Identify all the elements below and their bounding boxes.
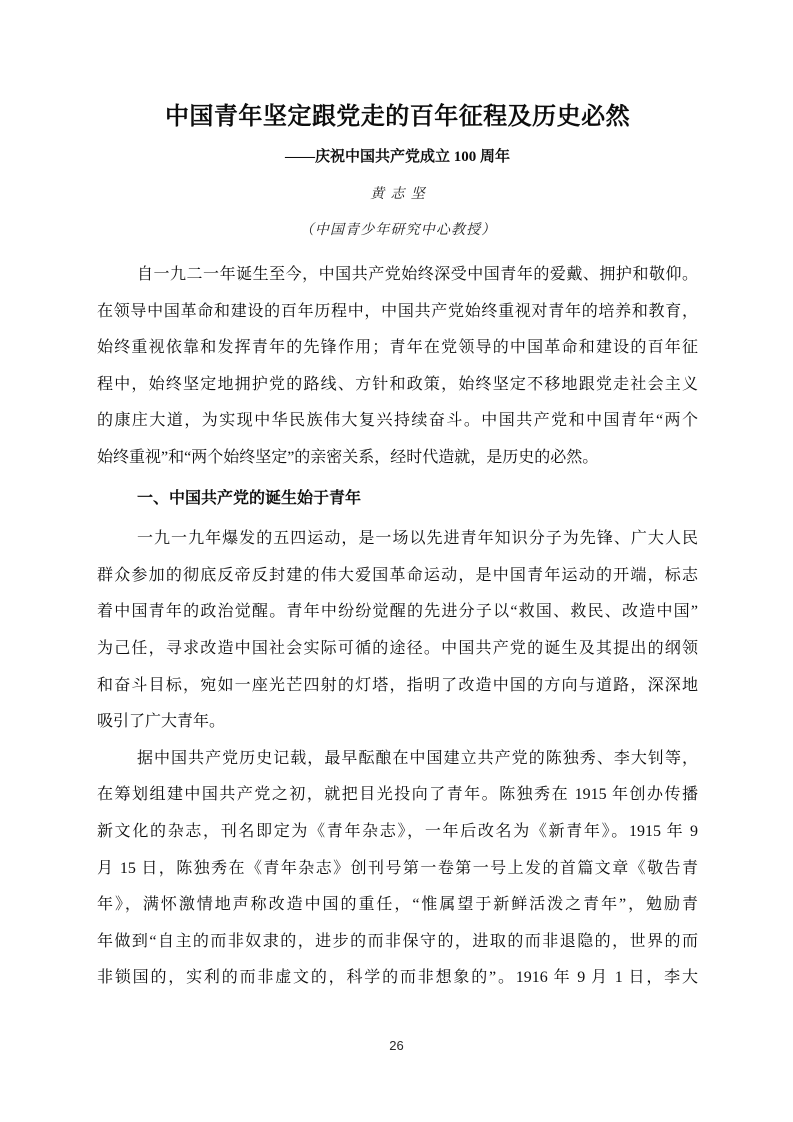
text-line: 年做到“自主的而非奴隶的，进步的而非保守的，进取的而非退隐的，世界的而 — [97, 932, 698, 950]
text-line: 着中国青年的政治觉醒。青年中纷纷觉醒的先进分子以“救国、救民、改造中国” — [97, 603, 698, 621]
text-line: 的康庄大道，为实现中华民族伟大复兴持续奋斗。中国共产党和中国青年“两个 — [97, 412, 698, 430]
text-line: 一九一九年爆发的五四运动，是一场以先进青年知识分子为先锋、广大人民 — [137, 530, 698, 548]
text-line: 在筹划组建中国共产党之初，就把目光投向了青年。陈独秀在 1915 年创办传播 — [97, 786, 698, 804]
paragraph — [97, 741, 698, 997]
text-line: 吸引了广大青年。 — [97, 713, 226, 731]
document-body — [97, 257, 698, 997]
text-line: 月 15 日，陈独秀在《青年杂志》创刊号第一卷第一号上发的首篇文章《敬告青 — [97, 859, 698, 877]
document-title: 中国青年坚定跟党走的百年征程及历史必然 — [164, 104, 631, 130]
text-line: 新文化的杂志，刊名即定为《青年杂志》，一年后改名为《新青年》。1915 年 9 — [97, 822, 698, 840]
page-number: 26 — [389, 1038, 404, 1053]
paragraph — [97, 521, 698, 741]
author-name: 黄志坚 — [370, 187, 432, 202]
text-line: 年》，满怀激情地声称改造中国的重任，“惟属望于新鲜活泼之青年”，勉励青 — [97, 896, 698, 914]
text-line: 为己任，寻求改造中国社会实际可循的途径。中国共产党的诞生及其提出的纲领 — [97, 639, 698, 657]
text-line: 非锁国的，实利的而非虚文的，科学的而非想象的”。1916 年 9 月 1 日，李大 — [97, 969, 698, 987]
author-affiliation: （中国青少年研究中心教授） — [299, 223, 497, 238]
text-line: 群众参加的彻底反帝反封建的伟大爱国革命运动，是中国青年运动的开端，标志 — [97, 566, 698, 584]
text-line: 在领导中国革命和建设的百年历程中，中国共产党始终重视对青年的培养和教育， — [97, 302, 698, 320]
text-line: 据中国共产党历史记载，最早酝酿在中国建立共产党的陈独秀、李大钊等， — [137, 749, 698, 767]
text-line: 程中，始终坚定地拥护党的路线、方针和政策，始终坚定不移地跟党走社会主义 — [97, 375, 698, 393]
section-heading: 一、中国共产党的诞生始于青年 — [137, 489, 362, 507]
text-line: 和奋斗目标，宛如一座光芒四射的灯塔，指明了改造中国的方向与道路，深深地 — [97, 676, 698, 694]
text-line: 始终重视依靠和发挥青年的先锋作用；青年在党领导的中国革命和建设的百年征 — [97, 339, 698, 357]
paragraph — [97, 257, 698, 477]
document-subtitle: ——庆祝中国共产党成立 100 周年 — [284, 149, 510, 165]
text-line: 始终重视”和“两个始终坚定”的亲密关系，经时代造就，是历史的必然。 — [97, 448, 599, 466]
text-line: 自一九二一年诞生至今，中国共产党始终深受中国青年的爱戴、拥护和敬仰。 — [137, 266, 698, 283]
